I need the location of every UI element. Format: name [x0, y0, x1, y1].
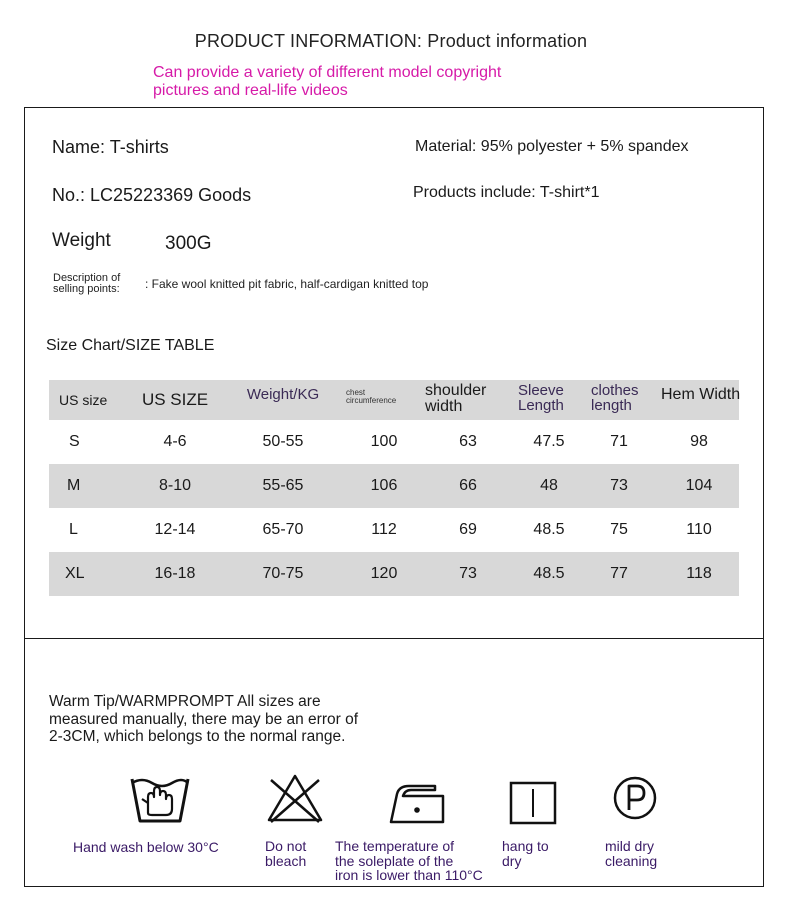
- cell-shoulder: 66: [459, 477, 477, 494]
- hang-dry-icon: [509, 781, 557, 825]
- cell-hem: 104: [685, 477, 713, 494]
- cell-us-size: S: [69, 433, 80, 450]
- header-clothes-line-2: length: [591, 397, 632, 414]
- description-label-line-1: Description of: [53, 272, 121, 284]
- iron-label-line-3: iron is lower than 110°C: [335, 867, 483, 883]
- cell-sleeve: 48: [540, 477, 558, 494]
- product-material: Material: 95% polyester + 5% spandex: [415, 138, 689, 155]
- cell-us-size-upper: 4-6: [163, 433, 187, 450]
- hang-dry-label-line-1: hang to: [502, 838, 549, 854]
- header-us-size: US size: [59, 392, 108, 408]
- cell-weight: 70-75: [262, 565, 304, 582]
- dry-clean-label-line-2: cleaning: [605, 852, 658, 869]
- cell-clothes: 77: [610, 565, 628, 582]
- cell-sleeve: 48.5: [533, 565, 565, 582]
- size-table-title: Size Chart/SIZE TABLE: [46, 337, 215, 354]
- hang-dry-label: [502, 839, 549, 868]
- hang-dry-label-line-2: dry: [502, 852, 522, 869]
- cell-shoulder: 69: [459, 521, 477, 538]
- iron-label-line-2: the soleplate of the: [335, 852, 454, 869]
- cell-hem: 110: [686, 521, 712, 538]
- header-chest-line-2: circumference: [346, 396, 397, 405]
- table-row: [49, 464, 739, 508]
- header-chest: [344, 380, 424, 420]
- cell-weight: 50-55: [262, 433, 304, 450]
- cell-clothes: 75: [610, 521, 628, 538]
- do-not-bleach-label-line-2: bleach: [265, 852, 307, 869]
- header-hem: Hem Width: [661, 386, 741, 403]
- dry-clean-label: [605, 839, 657, 868]
- cell-us-size-upper: 8-10: [158, 477, 192, 494]
- do-not-bleach-label-line-1: Do not: [265, 838, 307, 854]
- dry-clean-icon: [612, 774, 658, 822]
- dry-clean-label-line-1: mild dry: [605, 838, 655, 854]
- cell-shoulder: 63: [459, 433, 477, 450]
- promo-line-2: pictures and real-life videos: [153, 82, 348, 99]
- promo-line-1: Can provide a variety of different model copyright: [153, 64, 502, 81]
- iron-label-line-1: The temperature of: [335, 838, 455, 854]
- cell-us-size: M: [67, 477, 81, 494]
- warm-tip-line-1: Warm Tip/WARMPROMPT All sizes are: [49, 693, 321, 710]
- header-chest-line-1: chest: [346, 388, 366, 397]
- warm-tip-line-2: measured manually, there may be an error of: [49, 710, 359, 728]
- cell-sleeve: 48.5: [533, 521, 565, 538]
- cell-chest: 106: [370, 477, 398, 494]
- product-number: No.: LC25223369 Goods: [52, 185, 252, 205]
- header-sleeve-line-1: Sleeve: [518, 382, 564, 399]
- cell-us-size-upper: 16-18: [154, 565, 196, 582]
- cell-shoulder: 73: [459, 565, 477, 582]
- hand-wash-label-line-1: Hand wash below 30°C: [73, 839, 219, 855]
- cell-hem: 98: [690, 433, 708, 450]
- page-title: PRODUCT INFORMATION: Product information: [194, 31, 588, 51]
- header-shoulder-line-2: width: [425, 398, 463, 415]
- cell-us-size: XL: [65, 565, 85, 582]
- cell-sleeve: 47.5: [533, 433, 565, 450]
- header-sleeve-line-2: Length: [518, 397, 564, 414]
- header-shoulder-line-1: shoulder: [425, 382, 487, 399]
- weight-value: 300G: [165, 233, 212, 254]
- cell-chest: 100: [370, 433, 398, 450]
- do-not-bleach-icon: [265, 772, 325, 826]
- cell-hem: 118: [686, 565, 712, 582]
- cell-clothes: 71: [610, 433, 628, 450]
- cell-weight: 55-65: [262, 477, 304, 494]
- weight-label: Weight: [52, 230, 111, 251]
- header-shoulder: [425, 380, 513, 420]
- table-header-row: [49, 380, 739, 420]
- hand-wash-label: [73, 840, 219, 855]
- hand-wash-icon: [128, 773, 192, 827]
- header-clothes: [591, 380, 661, 420]
- header-weight: Weight/KG: [246, 386, 320, 403]
- header-sleeve: [518, 380, 598, 420]
- section-divider: [25, 638, 763, 639]
- table-row: [49, 420, 739, 464]
- description-label: [53, 273, 120, 295]
- product-info-box: [24, 107, 764, 887]
- cell-us-size: L: [69, 521, 78, 538]
- iron-icon: [387, 778, 447, 826]
- table-row: [49, 552, 739, 596]
- description-label-line-2: selling points:: [53, 283, 120, 295]
- cell-chest: 120: [370, 565, 398, 582]
- header-clothes-line-1: clothes: [591, 382, 639, 399]
- cell-us-size-upper: 12-14: [154, 521, 196, 538]
- table-row: [49, 508, 739, 552]
- cell-weight: 65-70: [262, 521, 304, 538]
- product-name: Name: T-shirts: [52, 137, 169, 157]
- cell-chest: 112: [371, 521, 397, 538]
- warm-tip: [49, 693, 419, 746]
- promo-text: [153, 64, 501, 100]
- product-includes: Products include: T-shirt*1: [413, 184, 600, 201]
- description-value: : Fake wool knitted pit fabric, half-cardigan knitted top: [145, 277, 429, 291]
- cell-clothes: 73: [610, 477, 628, 494]
- do-not-bleach-label: [265, 839, 306, 868]
- iron-label: [335, 839, 483, 883]
- warm-tip-line-3: 2-3CM, which belongs to the normal range.: [49, 728, 346, 745]
- header-us-size-upper: US SIZE: [141, 390, 209, 409]
- size-table: [49, 380, 739, 596]
